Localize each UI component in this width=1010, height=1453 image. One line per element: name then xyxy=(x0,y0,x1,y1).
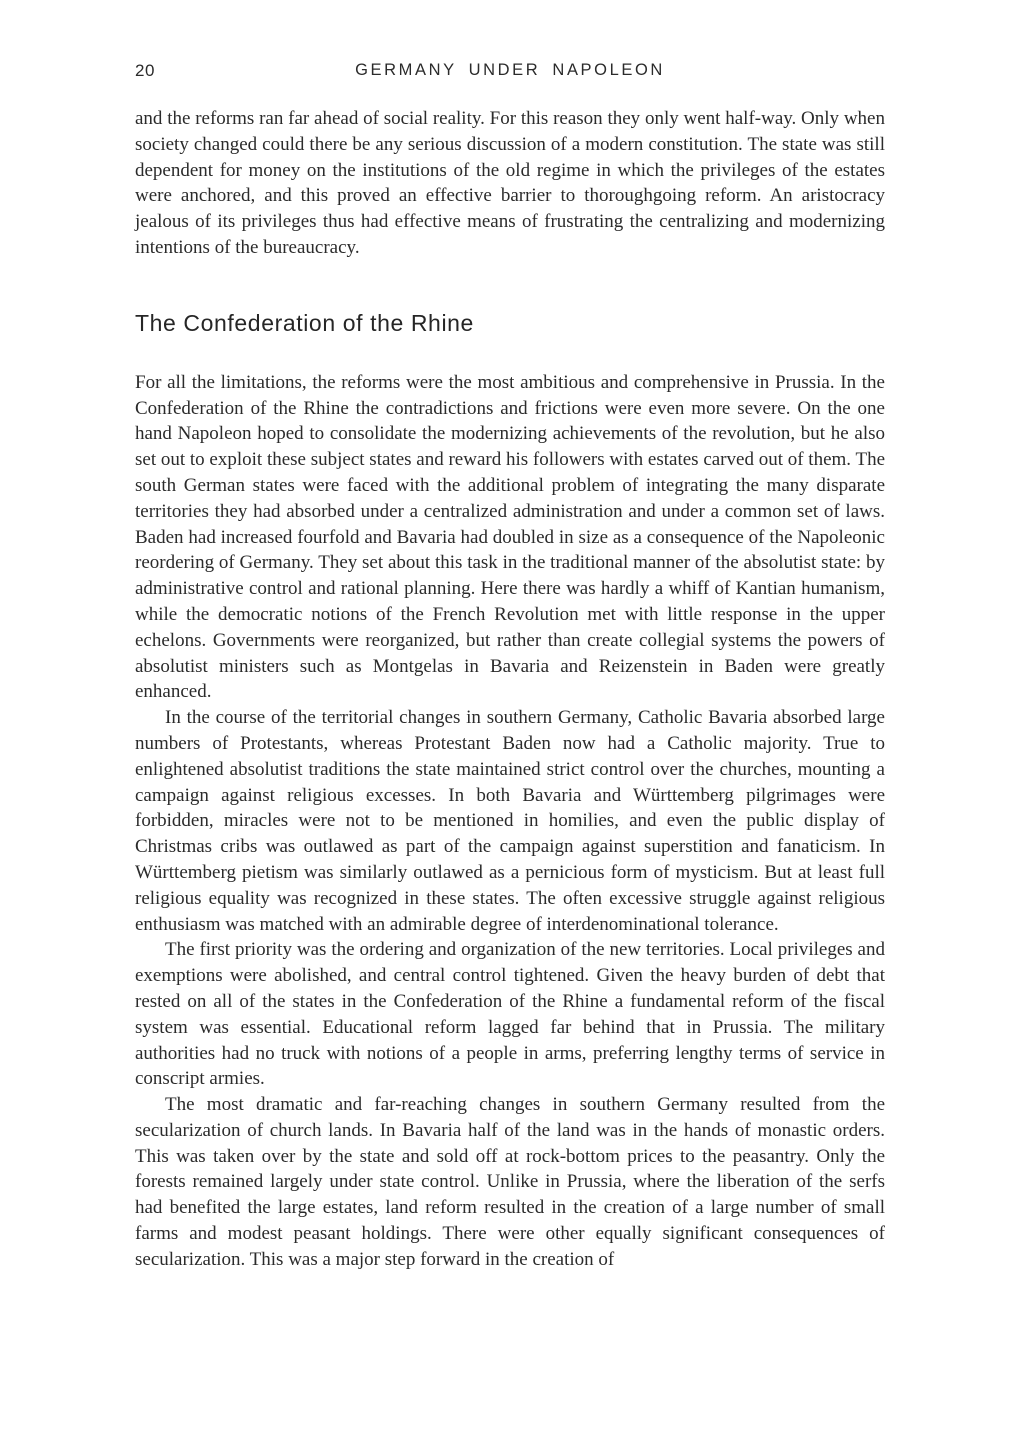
paragraph: The most dramatic and far-reaching changes in southern Germany resulted from the secularization of church lands. In Bavaria half of the land was in the hands of monastic orders. This was taken over by the state and sold off at rock-bottom prices to the peasantry. Only the forests remained largely under state control. Unlike in Prussia, where the liberation of the serfs had benefited the large estates, land reform resulted in the creation of a large number of small farms and modest peasant holdings. There were other equally significant consequences of secularization. This was a major step forward in the creation of xyxy=(135,1094,885,1270)
paragraph: In the course of the territorial changes in southern Germany, Catholic Bavaria absorbed large numbers of Protestants, whereas Protestant Baden now had a Catholic majority. True to enlightened absolutist traditions the state maintained strict control over the churches, mounting a campaign against religious excesses. In both Bavaria and Württemberg pilgrimages were forbidden, miracles were not to be mentioned in homilies, and even the public display of Christmas cribs was outlawed as part of the campaign against superstition and fanaticism. In Württemberg pietism was similarly outlawed as a pernicious form of mysticism. But at least full religious equality was recognized in these states. The often excessive struggle against religious enthusiasm was matched with an admirable degree of interdenominational tolerance. xyxy=(135,707,885,935)
section-heading: The Confederation of the Rhine xyxy=(135,309,474,336)
paragraph-continuation: and the reforms ran far ahead of social reality. For this reason they only went half-way. Only when society changed could there be any serious discussion of a modern constitution. The state was still dependent for money on the institutions of the old regime in which the privileges of the estates were anchored, and this proved an effective barrier to thoroughgoing reform. An aristocracy jealous of its privileges thus had effective means of frustrating the centralizing and modernizing intentions of the bureaucracy. xyxy=(135,108,885,258)
paragraph: The first priority was the ordering and organization of the new territories. Local privileges and exemptions were abolished, and central control tightened. Given the heavy burden of debt that rested on all of the states in the Confederation of the Rhine a fundamental reform of the fiscal system was essential. Educational reform lagged far behind that in Prussia. The military authorities had no truck with notions of a people in arms, preferring lengthy terms of service in conscript armies. xyxy=(135,939,885,1090)
paragraph: For all the limitations, the reforms were the most ambitious and comprehensive in Prussia. In the Confederation of the Rhine the contradictions and frictions were even more severe. On the one hand Napoleon hoped to consolidate the modernizing achievements of the revolution, but he also set out to exploit these subject states and reward his followers with estates carved out of them. The south German states were faced with the additional problem of integrating the many disparate territories they had absorbed under a centralized administration and under a common set of laws. Baden had increased fourfold and Bavaria had doubled in size as a consequence of the Napoleonic reordering of Germany. They set about this task in the traditional manner of the absolutist state: by administrative control and rational planning. Here there was hardly a whiff of Kantian humanism, while the democratic notions of the French Revolution met with little response in the upper echelons. Governments were reorganized, but rather than create collegial systems the powers of absolutist ministers such as Montgelas in Bavaria and Reizenstein in Baden were greatly enhanced. xyxy=(135,371,885,703)
text-block xyxy=(135,106,885,1273)
page-number: 20 xyxy=(135,61,155,80)
running-head-title: GERMANY UNDER NAPOLEON xyxy=(355,61,665,79)
page-header xyxy=(135,61,885,83)
